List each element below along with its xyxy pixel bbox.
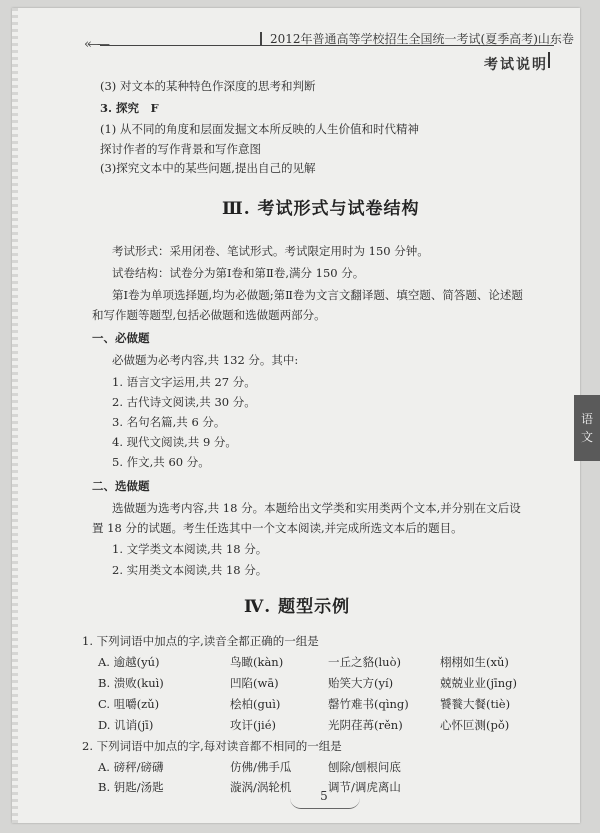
option-d2: 攻讦(jié) <box>230 718 277 732</box>
body-line: 试卷结构：试卷分为第Ⅰ卷和第Ⅱ卷,满分 150 分。 <box>112 266 365 280</box>
option-b3: 贻笑大方(yí) <box>328 676 394 690</box>
section-title: Ⅲ. 考试形式与试卷结构 <box>222 199 420 219</box>
header-bar <box>548 52 550 68</box>
intro-heading: 3. 探究 F <box>100 101 159 115</box>
perforated-edge <box>12 8 18 823</box>
exam-page <box>12 8 580 823</box>
subsection-heading: 二、选做题 <box>92 479 150 493</box>
option-b1: B. 钥匙/汤匙 <box>98 780 164 794</box>
body-line: 置 18 分的试题。考生任选其中一个文本阅读,并完成所选文本后的题目。 <box>92 521 463 535</box>
body-line: 考试形式：采用闭卷、笔试形式。考试限定用时为 150 分钟。 <box>112 244 429 258</box>
subject-tab-char: 文 <box>580 430 593 444</box>
intro-line: (1) 从不同的角度和层面发掘文本所反映的人生价值和时代精神 <box>100 122 419 136</box>
option-d4: 心怀叵测(pǒ) <box>440 718 510 732</box>
option-a2: 仿佛/佛手瓜 <box>230 760 292 774</box>
header-title: 2012年普通高等学校招生全国统一考试(夏季高考)山东卷 <box>260 32 574 46</box>
list-item: 5. 作文,共 60 分。 <box>112 455 210 469</box>
option-b1: B. 溃败(kuì) <box>98 676 164 690</box>
question-stem: 2. 下列词语中加点的字,每对读音都不相同的一组是 <box>82 739 342 753</box>
option-b2: 漩涡/涡轮机 <box>230 780 292 794</box>
subject-tab <box>574 395 600 461</box>
option-a3: 一丘之貉(luò) <box>328 655 401 669</box>
option-b4: 兢兢业业(jīng) <box>440 676 517 690</box>
option-a4: 栩栩如生(xǔ) <box>440 655 509 669</box>
option-a1: A. 逾越(yú) <box>98 655 160 669</box>
body-line: 必做题为必考内容,共 132 分。其中: <box>112 353 299 367</box>
option-a1: A. 磅秤/磅礴 <box>98 760 164 774</box>
option-c4: 饕餮大餐(tiè) <box>440 697 511 711</box>
option-c1: C. 咀嚼(zǔ) <box>98 697 160 711</box>
option-b2: 凹陷(wā) <box>230 676 279 690</box>
subject-tab-char: 语 <box>580 412 593 426</box>
intro-line: (3) 对文本的某种特色作深度的思考和判断 <box>100 79 316 93</box>
option-a2: 鸟瞰(kàn) <box>230 655 284 669</box>
question-stem: 1. 下列词语中加点的字,读音全都正确的一组是 <box>82 634 319 648</box>
body-line: 和写作题等题型,包括必做题和选做题两部分。 <box>92 308 326 322</box>
option-b3: 调节/调虎离山 <box>328 780 401 794</box>
option-c3: 罄竹难书(qìng) <box>328 697 409 711</box>
header-arrow-icon: «—— <box>84 37 106 52</box>
section-title: Ⅳ. 题型示例 <box>244 597 351 617</box>
body-line: 第Ⅰ卷为单项选择题,均为必做题;第Ⅱ卷为文言文翻译题、填空题、简答题、论述题 <box>112 288 523 302</box>
body-line: 选做题为选考内容,共 18 分。本题给出文学类和实用类两个文本,并分别在文后设 <box>112 501 521 515</box>
list-item: 1. 语言文字运用,共 27 分。 <box>112 375 256 389</box>
header-subtitle: 考试说明 <box>484 57 548 73</box>
list-item: 3. 名句名篇,共 6 分。 <box>112 415 226 429</box>
list-item: 1. 文学类文本阅读,共 18 分。 <box>112 542 268 556</box>
page-number: 5 <box>320 789 328 803</box>
option-d3: 光阴荏苒(rěn) <box>328 718 403 732</box>
option-c2: 桧柏(guì) <box>230 697 281 711</box>
subsection-heading: 一、必做题 <box>92 331 150 345</box>
intro-line: 探讨作者的写作背景和写作意图 <box>100 142 261 156</box>
list-item: 2. 古代诗文阅读,共 30 分。 <box>112 395 256 409</box>
list-item: 2. 实用类文本阅读,共 18 分。 <box>112 563 268 577</box>
list-item: 4. 现代文阅读,共 9 分。 <box>112 435 237 449</box>
intro-line: (3)探究文本中的某些问题,提出自己的见解 <box>100 161 316 175</box>
option-d1: D. 讥诮(jī) <box>98 718 154 732</box>
option-a3: 刨除/刨根问底 <box>328 760 401 774</box>
